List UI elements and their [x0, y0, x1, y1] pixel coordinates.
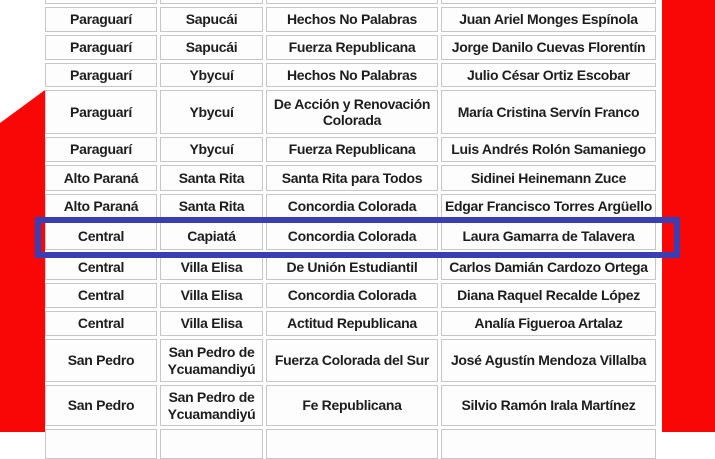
table-cell: Ybycuí: [160, 63, 263, 87]
table-cell: Santa Rita: [160, 165, 263, 191]
table-cell: Ybycuí: [160, 90, 263, 134]
table-row: [45, 137, 656, 162]
table-row: [45, 165, 656, 191]
table-row: [45, 7, 656, 32]
table-cell: Sidinei Heinemann Zuce: [441, 165, 656, 191]
table-cell: [441, 0, 656, 4]
table-cell: [160, 0, 263, 4]
candidates-table: [45, 0, 656, 432]
table-cell: María Cristina Servín Franco: [441, 90, 656, 134]
table-cell: De Acción y Renovación Colorada: [266, 90, 438, 134]
table-cell: Edgar Francisco Torres Argüello: [441, 194, 656, 219]
table-cell: De Unión Estudiantil: [266, 254, 438, 280]
table-cell: San Pedro: [45, 385, 157, 426]
table-cell: San Pedro de Ycuamandiyú: [160, 339, 263, 382]
table-cell: Diana Raquel Recalde López: [441, 283, 656, 308]
table-cell: Central: [45, 311, 157, 336]
table-row: [45, 283, 656, 308]
table-cell: Hechos No Palabras: [266, 63, 438, 87]
table-row: [45, 90, 656, 134]
table-row: [45, 311, 656, 336]
table-cell: Villa Elisa: [160, 254, 263, 280]
table-cell: Fuerza Colorada del Sur: [266, 339, 438, 382]
table-cell: José Agustín Mendoza Villalba: [441, 339, 656, 382]
table-cell: Carlos Damián Cardozo Ortega: [441, 254, 656, 280]
table-cell: San Pedro: [45, 339, 157, 382]
table-row: [45, 35, 656, 60]
table-cell: Silvio Ramón Irala Martínez: [441, 385, 656, 426]
table-cell: Paraguarí: [45, 137, 157, 162]
table-cell: Santa Rita: [160, 194, 263, 219]
table-cell: Luis Andrés Rolón Samaniego: [441, 137, 656, 162]
table-row: [45, 385, 656, 426]
table-cell: Ybycuí: [160, 137, 263, 162]
table-row: [45, 0, 656, 4]
table-cell: San Pedro de Ycuamandiyú: [160, 385, 263, 426]
table-cell: [45, 429, 157, 459]
table-cell: [45, 0, 157, 4]
table-cell: Hechos No Palabras: [266, 7, 438, 32]
table-cell: Santa Rita para Todos: [266, 165, 438, 191]
table-cell: Actitud Republicana: [266, 311, 438, 336]
table-cell: [266, 429, 438, 459]
table-cell: [160, 429, 263, 459]
table-cell: Central: [45, 222, 157, 250]
table-cell: Central: [45, 254, 157, 280]
table-cell: Juan Ariel Monges Espínola: [441, 7, 656, 32]
table-cell: Concordia Colorada: [266, 194, 438, 219]
table-cell: Central: [45, 283, 157, 308]
table-cell: Analía Figueroa Artalaz: [441, 311, 656, 336]
table-row: [45, 63, 656, 87]
table-cell: Laura Gamarra de Talavera: [441, 222, 656, 250]
red-band-decoration: [662, 0, 715, 432]
table-cell: [441, 429, 656, 459]
table-row: [45, 194, 656, 219]
table-cell: Alto Paraná: [45, 194, 157, 219]
table-cell: Jorge Danilo Cuevas Florentín: [441, 35, 656, 60]
table-cell: Capiatá: [160, 222, 263, 250]
table-cell: Sapucái: [160, 7, 263, 32]
table-cell: Fuerza Republicana: [266, 137, 438, 162]
table-cell: Julio César Ortiz Escobar: [441, 63, 656, 87]
table-cell: Concordia Colorada: [266, 222, 438, 250]
table-cell: Villa Elisa: [160, 311, 263, 336]
table-row: [45, 254, 656, 280]
table-cell: Paraguarí: [45, 7, 157, 32]
table-cell: Alto Paraná: [45, 165, 157, 191]
table-row: [45, 222, 656, 250]
table-row: [45, 339, 656, 382]
table-cell: Paraguarí: [45, 35, 157, 60]
table-cell: Fuerza Republicana: [266, 35, 438, 60]
table-cell: Villa Elisa: [160, 283, 263, 308]
table-row: [45, 429, 656, 459]
table-cell: Concordia Colorada: [266, 283, 438, 308]
table-cell: Paraguarí: [45, 63, 157, 87]
table-cell: Paraguarí: [45, 90, 157, 134]
red-wedge-decoration: [0, 0, 45, 432]
table-cell: [266, 0, 438, 4]
table-cell: Sapucái: [160, 35, 263, 60]
table-cell: Fe Republicana: [266, 385, 438, 426]
